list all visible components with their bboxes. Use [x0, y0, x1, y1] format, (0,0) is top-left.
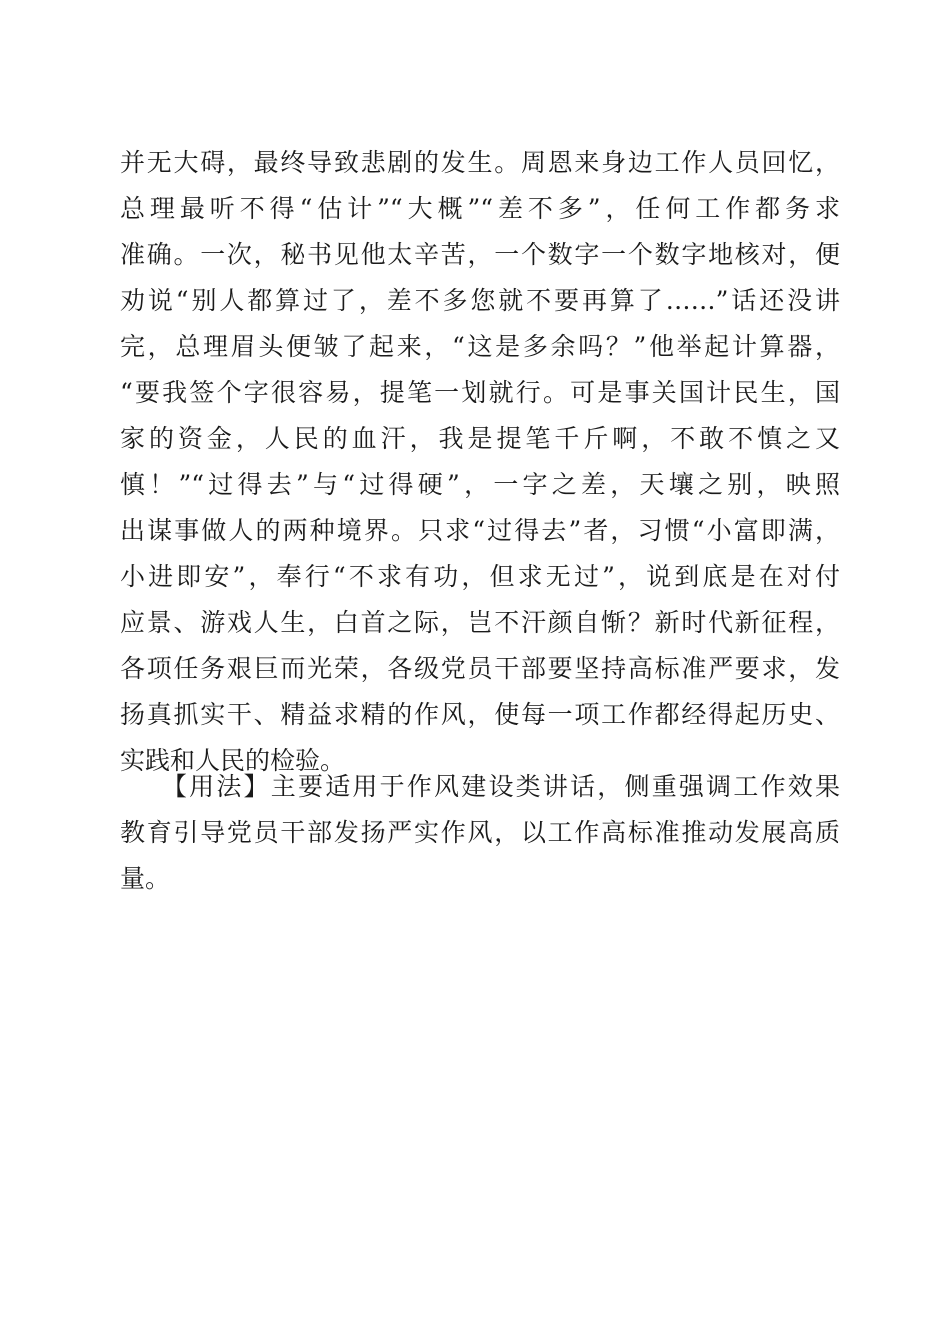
usage-line: 教育引导党员干部发扬严实作风，以工作高标准推动发展高质 — [120, 818, 840, 847]
paragraph-line: 完，总理眉头便皱了起来，“这是多余吗？”他举起计算器， — [120, 332, 840, 361]
paragraph-line: 慎！”“过得去”与“过得硬”，一字之差，天壤之别，映照 — [120, 470, 840, 499]
paragraph-line: “要我签个字很容易，提笔一划就行。可是事关国计民生，国 — [120, 378, 840, 407]
paragraph-line: 扬真抓实干、精益求精的作风，使每一项工作都经得起历史、 — [120, 700, 840, 729]
paragraph-line: 各项任务艰巨而光荣，各级党员干部要坚持高标准严要求，发 — [120, 654, 840, 683]
usage-line: 【用法】主要适用于作风建设类讲话，侧重强调工作效果 — [120, 772, 840, 801]
paragraph-line: 小进即安”，奉行“不求有功，但求无过”，说到底是在对付 — [120, 562, 840, 591]
paragraph-line: 出谋事做人的两种境界。只求“过得去”者，习惯“小富即满， — [120, 516, 840, 545]
usage-line: 量。 — [120, 864, 171, 893]
paragraph-line: 家的资金，人民的血汗，我是提笔千斤啊，不敢不慎之又 — [120, 424, 840, 453]
paragraph-line: 劝说“别人都算过了，差不多您就不要再算了……”话还没讲 — [120, 286, 840, 315]
paragraph-line: 总理最听不得“估计”“大概”“差不多”，任何工作都务求 — [120, 194, 840, 223]
paragraph-line: 并无大碍，最终导致悲剧的发生。周恩来身边工作人员回忆， — [120, 148, 840, 177]
body-paragraph — [120, 140, 840, 784]
paragraph-line: 应景、游戏人生，白首之际，岂不汗颜自惭？新时代新征程， — [120, 608, 840, 637]
paragraph-line: 实践和人民的检验。 — [120, 746, 346, 775]
usage-paragraph — [120, 764, 840, 902]
paragraph-line: 准确。一次，秘书见他太辛苦，一个数字一个数字地核对，便 — [120, 240, 840, 269]
